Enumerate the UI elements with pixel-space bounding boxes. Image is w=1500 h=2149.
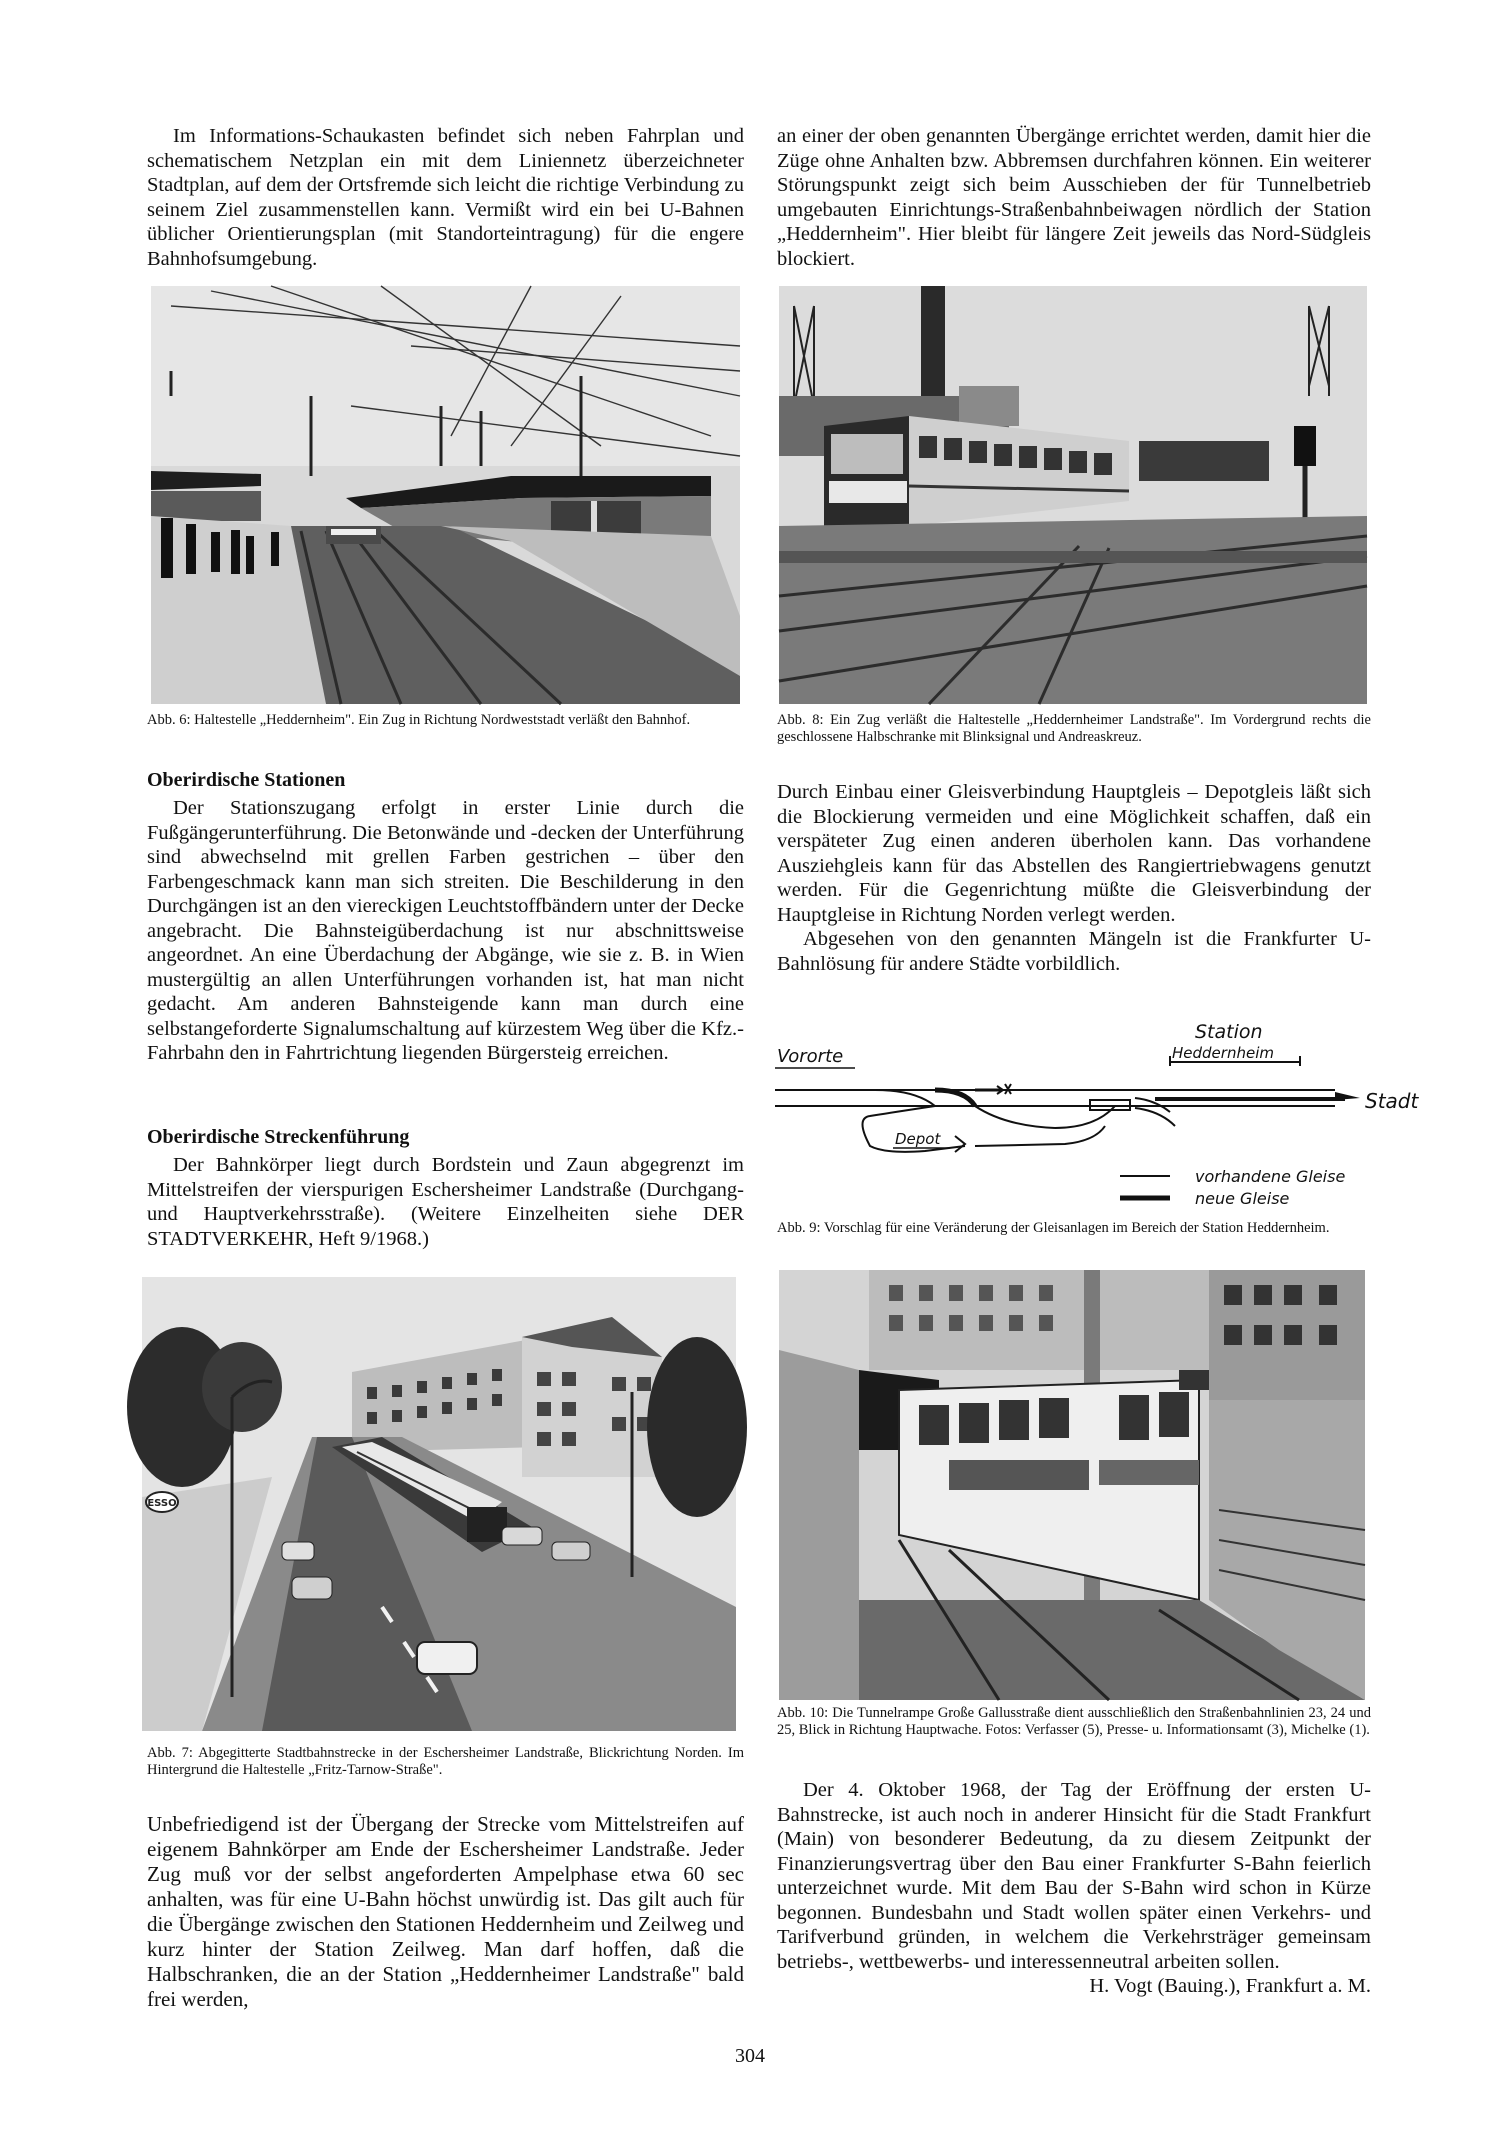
diagram-depot-label: Depot	[895, 1130, 941, 1148]
page-number: 304	[735, 2045, 765, 2067]
heading-oberirdische-stationen: Oberirdische Stationen	[147, 769, 346, 791]
left-intro-paragraph: Im Informations-Schaukasten befindet sich neben Fahrplan und schematischem Netzplan ein mit dem Liniennetz überzeichneter Stadtplan, auf dem der Ortsfremde sich leicht die richtige Verbindung zu seinem Ziel zusammenstellen kann. Vermißt wird ein bei U-Bahnen üblicher Orientierungsplan (mit Standorteintragung) für die engere Bahnhofsumgebung.	[147, 125, 744, 270]
left-closing-block	[147, 1812, 744, 2012]
track-layout-diagram	[775, 1016, 1419, 1216]
right-closing-block	[777, 1778, 1371, 1999]
diagram-vororte-label: Vororte	[777, 1046, 844, 1067]
section-oberirdische-streckenfuehrung	[147, 1125, 744, 1251]
stationen-paragraph: Der Stationszugang erfolgt in erster Linie durch die Fußgängerunterführung. Die Betonwände und -decken der Unterführung sind abwechselnd mit grellen Farben gestrichen – über den Farbengeschmack kann man sich streiten. Die Beschilderung in den Durchgängen ist an den viereckigen Leuchtstoffbändern unter der Decke angebracht. Die Bahnsteigüberdachung ist nur abschnittsweise angeordnet. An eine Überdachung der Abgänge, wie sie z. B. in Wien mustergültig an allen Unterführungen vorhanden ist, hat man nicht gedacht. Am anderen Bahnsteigende kann man durch eine selbstangeforderte Signalumschaltung auf kürzestem Weg über die Kfz.-Fahrbahn den in Fahrtrichtung liegenden Bürgersteig erreichen.	[147, 797, 744, 1064]
diagram-station-label: Station	[1195, 1021, 1263, 1043]
heading-oberirdische-streckenfuehrung: Oberirdische Streckenführung	[147, 1126, 410, 1148]
fig9-caption-block	[777, 1220, 1371, 1237]
fig10-caption-block	[777, 1705, 1371, 1739]
author-signature: H. Vogt (Bauing.), Frankfurt a. M.	[1089, 1975, 1371, 1997]
fig7-caption-block	[147, 1745, 744, 1779]
fig7-caption: Abb. 7: Abgegitterte Stadtbahnstrecke in der Eschersheimer Landstraße, Blickrichtung Norden. Im Hintergrund die Haltestelle „Fritz-Tarnow-Straße".	[147, 1745, 744, 1778]
streckenfuehrung-paragraph: Der Bahnkörper liegt durch Bordstein und Zaun abgegrenzt im Mittelstreifen der vierspurigen Eschersheimer Landstraße (Durchgang- und Hauptverkehrsstraße). (Weitere Einzelheiten siehe DER STADTVERKEHR, Heft 9/1968.)	[147, 1154, 744, 1250]
photo-tunnelrampe-gallusstrasse	[779, 1270, 1365, 1700]
photo-haltestelle-heddernheim	[151, 286, 740, 704]
diagram-stadt-label: Stadt	[1365, 1089, 1419, 1113]
fig9-caption: Abb. 9: Vorschlag für eine Veränderung der Gleisanlagen im Bereich der Station Heddernheim.	[777, 1220, 1330, 1236]
right-intro-block	[777, 124, 1371, 271]
section-oberirdische-stationen	[147, 768, 744, 1066]
left-intro-block	[147, 124, 744, 271]
fig8-caption: Abb. 8: Ein Zug verläßt die Haltestelle „Heddernheimer Landstraße". Im Vordergrund rechts die geschlossene Halbschranke mit Blinksignal und Andreaskreuz.	[777, 712, 1371, 745]
photo-eschersheimer-landstrasse	[142, 1277, 736, 1731]
legend-new-tracks: neue Gleise	[1195, 1189, 1290, 1208]
left-closing-paragraph: Unbefriedigend ist der Übergang der Strecke vom Mittelstreifen auf eigenem Bahnkörper am Ende der Eschersheimer Landstraße. Jeder Zug muß vor der selbst angeforderten Ampelphase etwa 60 sec anhalten, was für eine U-Bahn höchst unwürdig ist. Das gilt auch für die Übergänge zwischen den Stationen Heddernheim und Zeilweg und kurz hinter der Station Zeilweg. Man darf hoffen, daß die Halbschranken, die an der Station „Heddernheimer Landstraße" bald frei werden,	[147, 1812, 744, 2011]
photo-heddernheimer-landstrasse	[779, 286, 1367, 704]
right-body-block	[777, 780, 1371, 976]
right-paragraph-vorbildlich: Abgesehen von den genannten Mängeln ist die Frankfurter U-Bahnlösung für andere Städte vorbildlich.	[777, 928, 1371, 975]
legend-existing-tracks: vorhandene Gleise	[1195, 1167, 1346, 1186]
right-intro-paragraph: an einer der oben genannten Übergänge errichtet werden, damit hier die Züge ohne Anhalten bzw. Abbremsen durchfahren können. Ein weiterer Störungspunkt zeigt sich beim Ausschieben der für Tunnelbetrieb umgebauten Einrichtungs-Straßenbahnbeiwagen nördlich der Station „Heddernheim". Hier bleibt für längere Zeit jeweils das Nord-Südgleis blockiert.	[777, 125, 1371, 270]
diagram-station-name: Heddernheim	[1172, 1044, 1274, 1062]
fig6-caption: Abb. 6: Haltestelle „Heddernheim". Ein Zug in Richtung Nordweststadt verläßt den Bahnhof.	[147, 712, 691, 728]
esso-sign-text: ESSO	[147, 1498, 177, 1509]
fig8-caption-block	[777, 712, 1371, 746]
fig6-caption-block	[147, 712, 744, 729]
fig10-caption: Abb. 10: Die Tunnelrampe Große Gallusstraße dient ausschließlich den Straßenbahnlinien 23, 24 und 25, Blick in Richtung Hauptwache. Fotos: Verfasser (5), Presse- u. Informationsamt (3), Michelke (1).	[777, 1705, 1371, 1738]
right-paragraph-gleisverbindung: Durch Einbau einer Gleisverbindung Hauptgleis – Depotgleis läßt sich die Blockierung vermeiden und eine Möglichkeit schaffen, daß ein verspäteter Zug einen anderen überholen kann. Das vorhandene Ausziehgleis kann für das Abstellen des Rangiertriebwagens genutzt werden. Für die Gegenrichtung müßte die Gleisverbindung der Hauptgleise in Richtung Norden verlegt werden.	[777, 781, 1371, 926]
right-closing-paragraph: Der 4. Oktober 1968, der Tag der Eröffnung der ersten U-Bahnstrecke, ist auch noch in anderer Hinsicht für die Stadt Frankfurt (Main) von besonderer Bedeutung, da zu diesem Zeitpunkt der Finanzierungsvertrag über den Bau einer Frankfurter S-Bahn feierlich unterzeichnet wurde. Mit dem Bau der S-Bahn wird schon in Kürze begonnen. Bundesbahn und Stadt wollen später einen Verkehrs- und Tarifverbund gründen, in welchem die Verkehrsträger gemeinsam betriebs-, wettbewerbs- und interessenneutral arbeiten sollen.	[777, 1779, 1371, 1973]
